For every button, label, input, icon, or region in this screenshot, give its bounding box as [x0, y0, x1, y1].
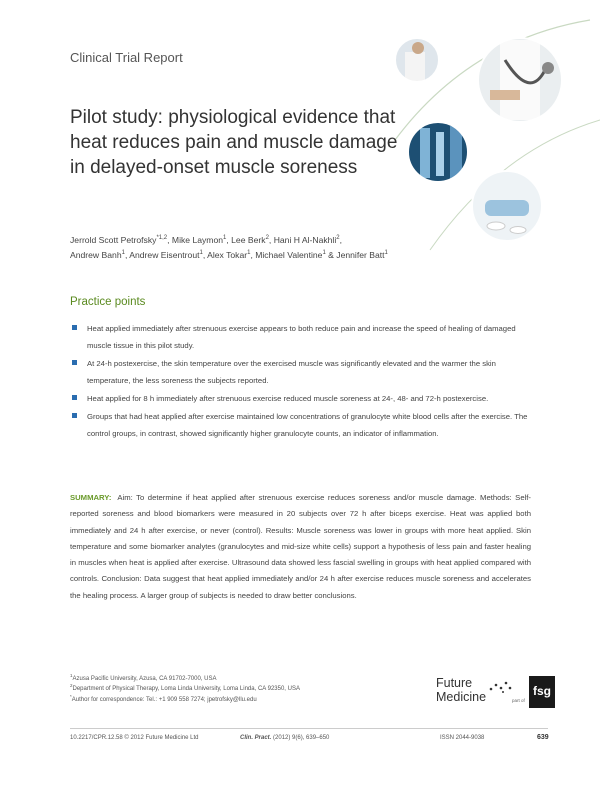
author-name: Jennifer Batt — [336, 250, 385, 260]
lab-photo-circle — [408, 122, 468, 182]
author-affiliation-marker: 2 — [336, 235, 340, 241]
author-name: Mike Laymon — [171, 235, 224, 245]
article-title: Pilot study: physiological evidence that heat reduces pain and muscle damage in delayed-onset muscle soreness — [70, 107, 398, 178]
footnote-line — [70, 695, 300, 705]
practice-point-text: At 24-h postexercise, the skin temperature over the exercised muscle was significantly elevated and the warmer the skin temperature, the less soreness the subjects reported. — [87, 359, 496, 385]
footnote-marker: * — [70, 693, 72, 699]
footnote-marker: 1 — [70, 673, 73, 678]
summary-label: SUMMARY: — [70, 493, 112, 502]
author-affiliation-marker: 1 — [121, 250, 125, 256]
author-affiliation-marker: 1 — [223, 235, 227, 241]
practice-point-item — [72, 320, 532, 354]
square-bullet-icon — [72, 325, 77, 330]
author-name: Jerrold Scott Petrofsky — [70, 235, 157, 245]
future-medicine-logo — [436, 676, 556, 712]
footnote-line — [70, 684, 300, 694]
footer-doi: 10.2217/CPR.12.58 © 2012 Future Medicine Ltd — [70, 735, 199, 741]
author-affiliation-marker: 1 — [199, 250, 203, 256]
practice-points-list — [72, 320, 532, 443]
author-affiliation-marker: 2 — [265, 235, 269, 241]
curved-line-decoration — [395, 20, 600, 250]
report-type-label: Clinical Trial Report — [70, 50, 183, 65]
page-number: 639 — [537, 734, 549, 741]
practice-point-item — [72, 408, 532, 442]
author-affiliation-marker: 1 — [322, 250, 326, 256]
part-of-label: part of — [512, 698, 525, 703]
doctor-photo-circle — [395, 38, 439, 82]
footnote-line — [70, 674, 300, 684]
author-list: Jerrold Scott Petrofsky$^{*1,2}$, Mike Laymon$^1$, Lee Berk$^2$, Hani H Al-Nakhli$^2$, Andrew Banh$^1$, Andrew Eisentrout$^1$, Alex Tokar$^1$, Michael Valentine$^1$ & Jennifer Batt$^1$ — [70, 235, 388, 260]
dots-icon — [488, 679, 514, 693]
summary-text: Aim: To determine if heat applied after strenuous exercise reduces soreness and/or muscle damage. Methods: Self-reported soreness and blood biomarkers were measured in 20 subjects over 72 h after biceps exercise. Heat was applied both immediately and 24 h after exercise, or never (control). Results: Muscle soreness was lower in groups with more heat applied. Skin temperature and some biomarker analytes (granulocytes and mid-size white cells) support a hypothesis of less pain and faster healing in muscles when heat is applied after exercise. Ultrasound data showed less fascial swelling in groups with heat applied compared with controls. Conclusion: Data suggest that heat applied immediately and/or 24 h after exercise reduces muscle soreness and accelerates the healing process. A larger group of subjects is needed to draw better conclusions. — [70, 493, 531, 600]
square-bullet-icon — [72, 395, 77, 400]
stethoscope-photo-circle — [478, 38, 562, 122]
practice-point-text: Heat applied for 8 h immediately after strenuous exercise reduced muscle soreness at 24-, 48- and 72-h postexercise. — [87, 394, 489, 403]
author-name: Alex Tokar — [207, 250, 248, 260]
practice-point-item — [72, 355, 532, 389]
author-name: Andrew Eisentrout — [129, 250, 200, 260]
summary-abstract — [70, 490, 531, 604]
footnote-text: Department of Physical Therapy, Loma Linda University, Loma Linda, CA 92350, USA — [72, 686, 300, 693]
practice-point-text: Heat applied immediately after strenuous exercise appears to both reduce pain and increase the speed of healing of damaged muscle tissue in this pilot study. — [87, 324, 516, 350]
footer-issn: ISSN 2044-9038 — [440, 735, 485, 741]
square-bullet-icon — [72, 360, 77, 365]
practice-point-text: Groups that had heat applied after exercise maintained low concentrations of granulocyte white blood cells after the exercise. The control groups, in contrast, showed significantly higher granulocyte counts, an indicator of inflammation. — [87, 412, 528, 438]
author-affiliation-marker: 1 — [384, 250, 388, 256]
pills-photo-circle — [472, 171, 542, 241]
author-name: Andrew Banh — [70, 250, 122, 260]
practice-points-heading: Practice points — [70, 296, 146, 308]
footnote-text: Azusa Pacific University, Azusa, CA 91702-7000, USA — [72, 676, 217, 682]
author-name: Lee Berk — [231, 235, 266, 245]
author-affiliation-marker: 1 — [247, 250, 251, 256]
fsg-logo: fsg — [529, 676, 555, 708]
square-bullet-icon — [72, 413, 77, 418]
future-medicine-wordmark: Future Medicine — [436, 676, 487, 704]
footnote-marker: 2 — [70, 683, 73, 689]
footer-citation: Clin. Pract. (2012) 9(6), 639–650 — [240, 735, 330, 741]
affiliation-footnotes — [70, 674, 300, 705]
author-name: Michael Valentine — [255, 250, 323, 260]
author-name: Hani H Al-Nakhli — [273, 235, 337, 245]
footer-divider — [70, 728, 548, 729]
footnote-text: Author for correspondence: Tel.: +1 909 558 7274; jpetrofsky@llu.edu — [71, 696, 257, 703]
author-affiliation-marker: *1,2 — [156, 235, 168, 241]
practice-point-item — [72, 390, 532, 407]
